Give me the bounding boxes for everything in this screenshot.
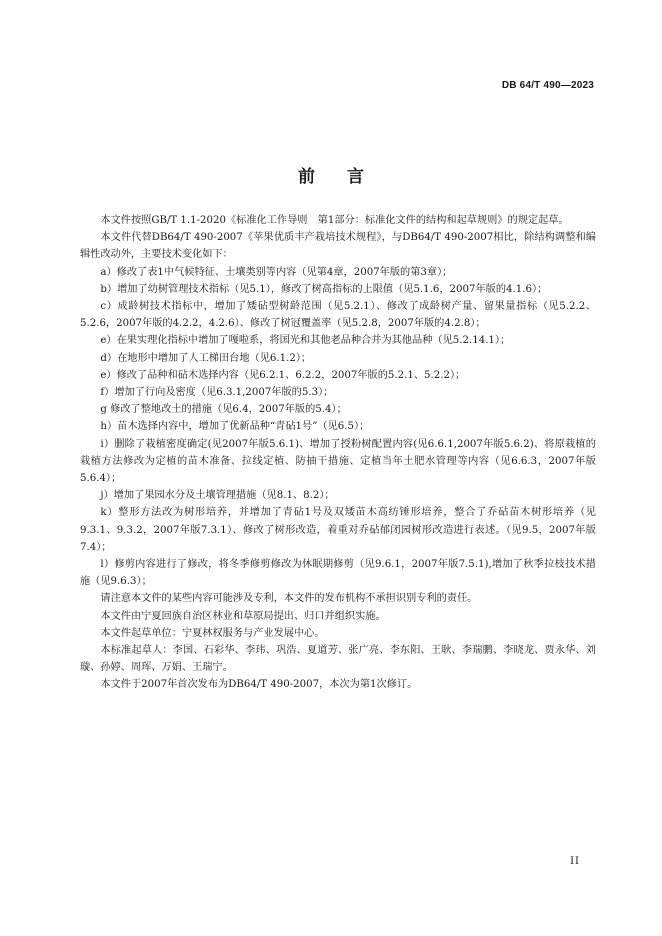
list-item: g 修改了整地改土的措施（见6.4，2007年版的5.4）； xyxy=(100,404,347,416)
list-item: h）苗木选择内容中，增加了优新品种“青砧1号”（见6.5）； xyxy=(100,421,370,433)
list-item: d）在地形中增加了人工梯田台地（见6.1.2）； xyxy=(100,352,312,364)
page-number: II xyxy=(570,856,580,867)
list-item: e）修改了品种和砧木选择内容（见6.2.1、6.2.2，2007年版的5.2.1、5.2.2）； xyxy=(100,369,466,381)
paragraph: 请注意本文件的某些内容可能涉及专利，本文件的发布机构不承担识别专利的责任。 xyxy=(100,593,478,605)
list-item: e）在果实理化指标中增加了嘎啦系，将国光和其他老品种合并为其他品种（见5.2.14.1）； xyxy=(100,335,511,347)
paragraph: 本文件由宁夏回族自治区林业和草原局提出、归口并组织实施。 xyxy=(100,610,386,622)
paragraph: 本文件按照GB/T 1.1-2020《标准化工作导则 第1部分：标准化文件的结构和起草规则》的规定起草。 xyxy=(100,215,569,226)
list-item: a）修改了表1中气候特征、土壤类别等内容（见第4章，2007年版的第3章）； xyxy=(100,266,453,278)
list-item: j）增加了果园水分及土壤管理措施（见8.1、8.2）； xyxy=(100,490,335,502)
paragraph: 本文件于2007年首次发布为DB64/T 490-2007，本次为第1次修订。 xyxy=(100,679,418,691)
list-item: f）增加了行向及密度（见6.3.1,2007年版的5.3）； xyxy=(100,387,334,399)
list-item: c）成龄树技术指标中，增加了矮砧型树龄范围（见5.2.1）、修改了成龄树产量、留果量指标（见5.2.2、5.2.6，2007年版的4.2.2，4.2.6）、修改了树冠覆盖率（见5.2.8，2007年版的4.2.8）； xyxy=(80,301,596,330)
document-code: DB 64/T 490—2023 xyxy=(501,80,594,91)
foreword-body xyxy=(80,212,596,694)
list-item: k）整形方法改为树形培养，并增加了青砧1号及双矮苗木高纺锤形培养，整合了乔砧苗木树形培养（见9.3.1、9.3.2，2007年版7.3.1）、修改了树形改造，着重对乔砧郁闭园树形改造进行表述。（见9.5，2007年版7.4）； xyxy=(80,507,596,553)
paragraph: 本标准起草人：李国、石彩华、李玮、巩浩、夏道芳、张广亮、李东阳、王耿、李瑞鹏、李晓龙、贾永华、刘璇、孙婷、周珲、万娟、王瑞宁。 xyxy=(80,645,596,674)
paragraph: 本文件起草单位：宁夏林权服务与产业发展中心。 xyxy=(100,627,325,639)
list-item: i）删除了栽植密度确定(见2007年版5.6.1)、增加了授粉树配置内容(见6.6.1,2007年版5.6.2)、将原栽植的栽植方法修改为定植的苗木准备、拉线定植、防抽干措施、定植当年土肥水管理等内容（见6.6.3，2007年版5.6.4）； xyxy=(80,438,596,485)
page-title: 前言 xyxy=(298,167,396,187)
paragraph: 本文件代替DB64/T 490-2007《苹果优质丰产栽培技术规程》，与DB64/T 490-2007相比，除结构调整和编辑性改动外，主要技术变化如下： xyxy=(80,232,596,261)
list-item: l）修剪内容进行了修改，将冬季修剪修改为休眠期修剪（见9.6.1，2007年版7.5.1),增加了秋季拉枝技术措施（见9.6.3）； xyxy=(80,559,596,588)
list-item: b）增加了幼树管理技术指标（见5.1），修改了树高指标的上限值（见5.1.6，2007年版的4.1.6）； xyxy=(100,283,548,295)
